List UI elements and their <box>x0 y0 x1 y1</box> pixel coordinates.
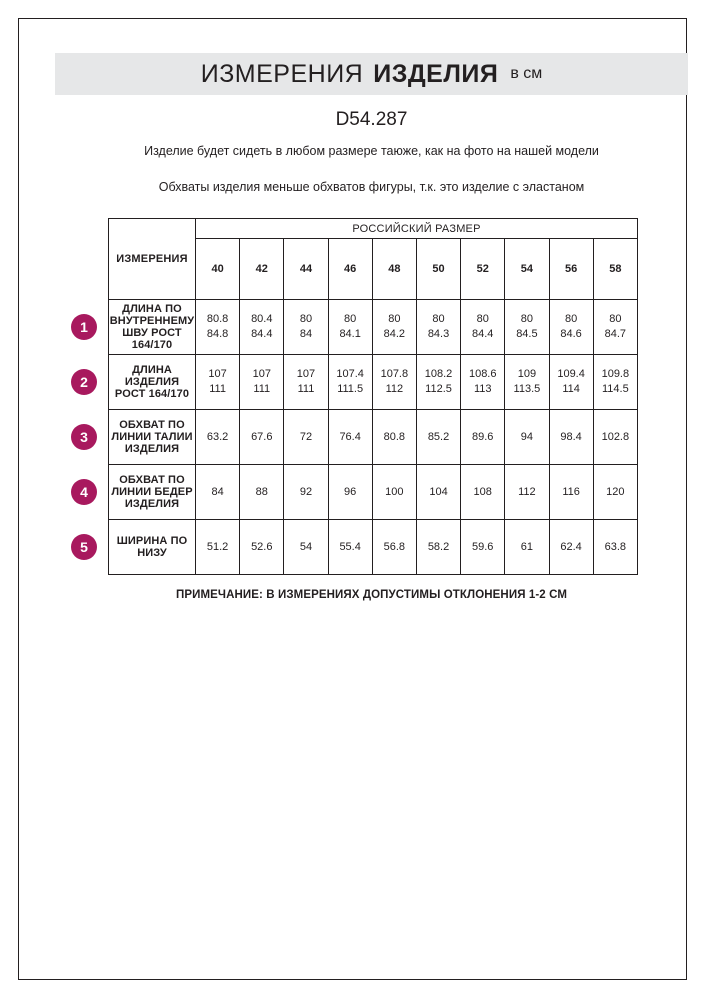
row-label: ДЛИНА ИЗДЕЛИЯ РОСТ 164/170 <box>109 355 196 410</box>
size-header-cell: 46 <box>328 239 372 300</box>
size-header-cell: 48 <box>372 239 416 300</box>
measurement-cell: 62.4 <box>549 520 593 575</box>
measurement-cell: 58.2 <box>416 520 460 575</box>
size-header-cell: 56 <box>549 239 593 300</box>
measurement-cell: 52.6 <box>240 520 284 575</box>
measurement-cell: 80 84.5 <box>505 300 549 355</box>
title-product-word: ИЗДЕЛИЯ <box>373 59 499 88</box>
measurement-cell: 80.8 <box>372 410 416 465</box>
column-header-measurements: ИЗМЕРЕНИЯ <box>109 219 196 300</box>
size-header-cell: 52 <box>461 239 505 300</box>
measurement-cell: 80.4 84.4 <box>240 300 284 355</box>
measurement-cell: 108 <box>461 465 505 520</box>
row-number-badge: 1 <box>71 314 97 340</box>
row-label: ОБХВАТ ПО ЛИНИИ ТАЛИИ ИЗДЕЛИЯ <box>109 410 196 465</box>
row-label: ШИРИНА ПО НИЗУ <box>109 520 196 575</box>
measurement-cell: 63.8 <box>593 520 637 575</box>
row-number-badges <box>55 218 108 575</box>
measurement-cell: 72 <box>284 410 328 465</box>
measurement-cell: 116 <box>549 465 593 520</box>
measurement-cell: 112 <box>505 465 549 520</box>
size-header-cell: 58 <box>593 239 637 300</box>
measurement-cell: 55.4 <box>328 520 372 575</box>
measurement-cell: 67.6 <box>240 410 284 465</box>
title-measurements-word: ИЗМЕРЕНИЯ <box>200 59 364 88</box>
measurement-cell: 80 84.6 <box>549 300 593 355</box>
page-border <box>18 18 687 980</box>
title-units: в см <box>510 65 543 82</box>
note-elastane: Обхваты изделия меньше обхватов фигуры, т.к. это изделие с эластаном <box>158 180 585 194</box>
row-label: ДЛИНА ПО ВНУТРЕННЕМУ ШВУ РОСТ 164/170 <box>109 300 196 355</box>
measurement-cell: 109.4 114 <box>549 355 593 410</box>
measurement-cell: 107 111 <box>240 355 284 410</box>
measurement-cell: 59.6 <box>461 520 505 575</box>
measurement-cell: 104 <box>416 465 460 520</box>
measurement-cell: 85.2 <box>416 410 460 465</box>
measurement-cell: 51.2 <box>196 520 240 575</box>
measurement-cell: 109 113.5 <box>505 355 549 410</box>
measurement-cell: 100 <box>372 465 416 520</box>
column-group-russian-size: РОССИЙСКИЙ РАЗМЕР <box>196 219 638 239</box>
measurement-cell: 89.6 <box>461 410 505 465</box>
table-row <box>109 300 638 355</box>
measurement-cell: 94 <box>505 410 549 465</box>
document-content <box>55 53 688 601</box>
footnote-tolerance: ПРИМЕЧАНИЕ: В ИЗМЕРЕНИЯХ ДОПУСТИМЫ ОТКЛОНЕНИЯ 1-2 СМ <box>175 589 568 601</box>
measurement-cell: 80 84.7 <box>593 300 637 355</box>
measurements-body <box>109 300 638 575</box>
size-header-cell: 42 <box>240 239 284 300</box>
product-code: D54.287 <box>335 109 408 130</box>
row-number-badge: 5 <box>71 534 97 560</box>
measurement-cell: 107 111 <box>196 355 240 410</box>
measurement-cell: 54 <box>284 520 328 575</box>
table-row <box>109 520 638 575</box>
measurement-cell: 80 84.3 <box>416 300 460 355</box>
measurement-cell: 107.8 112 <box>372 355 416 410</box>
measurement-cell: 107 111 <box>284 355 328 410</box>
measurements-table <box>108 218 638 575</box>
row-number-badge: 4 <box>71 479 97 505</box>
measurement-cell: 76.4 <box>328 410 372 465</box>
measurement-cell: 80 84.1 <box>328 300 372 355</box>
measurement-cell: 80 84.4 <box>461 300 505 355</box>
measurement-cell: 108.2 112.5 <box>416 355 460 410</box>
row-number-badge: 2 <box>71 369 97 395</box>
measurement-cell: 88 <box>240 465 284 520</box>
measurement-cell: 120 <box>593 465 637 520</box>
measurement-cell: 80.8 84.8 <box>196 300 240 355</box>
measurement-cell: 80 84.2 <box>372 300 416 355</box>
measurement-cell: 84 <box>196 465 240 520</box>
table-row <box>109 410 638 465</box>
size-header-cell: 50 <box>416 239 460 300</box>
measurements-table-wrap <box>55 218 688 575</box>
page-title <box>55 53 688 95</box>
measurement-cell: 102.8 <box>593 410 637 465</box>
row-number-badge: 3 <box>71 424 97 450</box>
measurement-cell: 61 <box>505 520 549 575</box>
size-header-cell: 54 <box>505 239 549 300</box>
measurement-cell: 96 <box>328 465 372 520</box>
table-row <box>109 355 638 410</box>
measurement-cell: 98.4 <box>549 410 593 465</box>
measurement-cell: 80 84 <box>284 300 328 355</box>
table-row <box>109 465 638 520</box>
measurement-cell: 63.2 <box>196 410 240 465</box>
measurement-cell: 107.4 111.5 <box>328 355 372 410</box>
measurement-cell: 108.6 113 <box>461 355 505 410</box>
measurement-cell: 92 <box>284 465 328 520</box>
note-fit: Изделие будет сидеть в любом размере таюже, как на фото на нашей модели <box>144 144 599 158</box>
size-header-cell: 44 <box>284 239 328 300</box>
size-header-cell: 40 <box>196 239 240 300</box>
row-label: ОБХВАТ ПО ЛИНИИ БЕДЕР ИЗДЕЛИЯ <box>109 465 196 520</box>
measurement-cell: 56.8 <box>372 520 416 575</box>
measurement-cell: 109.8 114.5 <box>593 355 637 410</box>
